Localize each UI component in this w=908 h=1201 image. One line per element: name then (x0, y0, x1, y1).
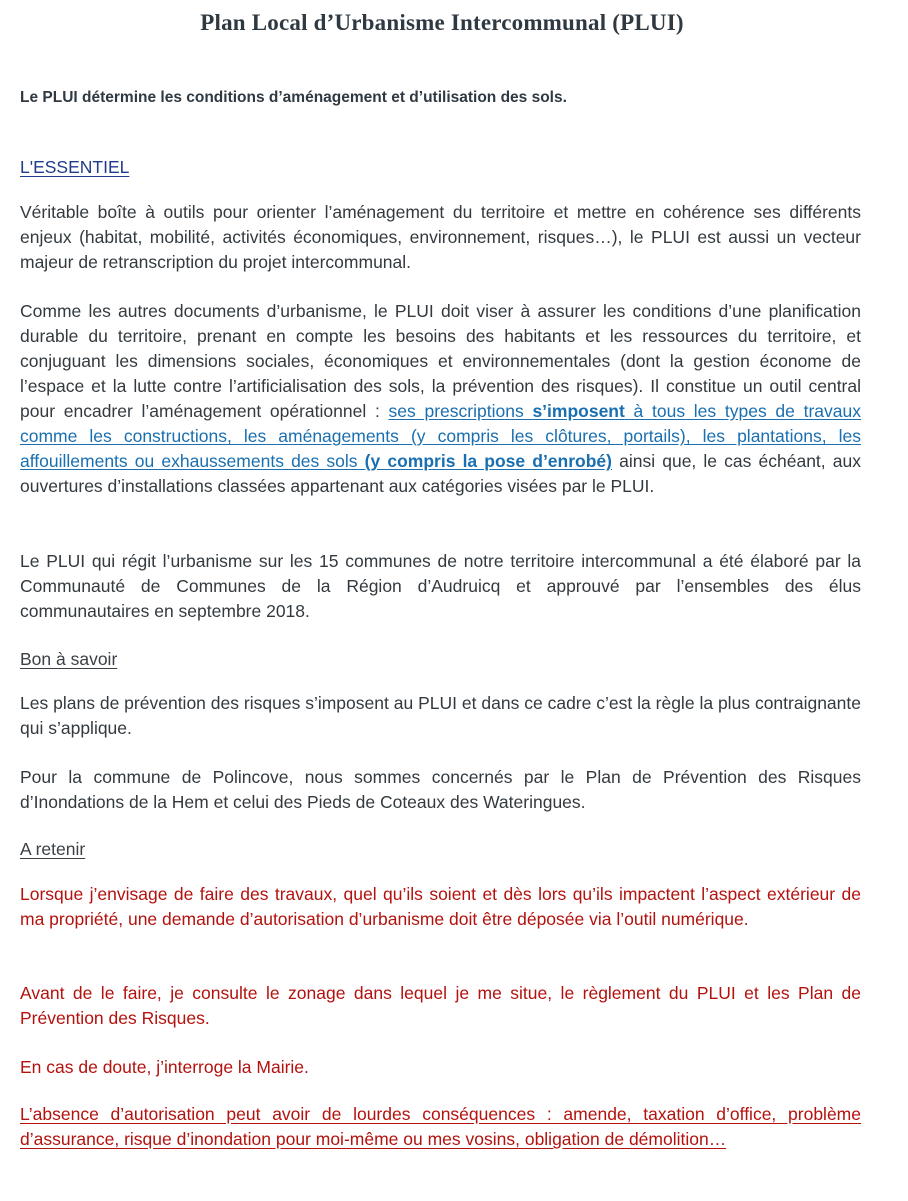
essentiel-paragraph-3: Le PLUI qui régit l’urbanisme sur les 15 communes de notre territoire intercommunal a été élaboré par la Communauté de Communes de la Région d’Audruicq et approuvé par l’ensembles des élus communautaires en septembre 2018. (20, 551, 861, 621)
bon-a-savoir-paragraph-1: Les plans de prévention des risques s’imposent au PLUI et dans ce cadre c’est la règle la plus contraignante qui s’applique. (20, 693, 861, 738)
prescriptions-link-bold-2: (y compris la pose d’enrobé) (364, 451, 612, 471)
a-retenir-paragraph-1: Lorsque j’envisage de faire des travaux, quel qu’ils soient et dès lors qu’ils impactent l’aspect extérieur de ma propriété, une demande d’autorisation d’urbanisme doit être déposée via l’outil numérique. (20, 884, 861, 929)
prescriptions-link-bold-1: s’imposent (532, 401, 625, 421)
prescriptions-link-text-1: ses prescriptions (388, 401, 533, 421)
a-retenir-paragraph-3: En cas de doute, j’interroge la Mairie. (20, 1057, 309, 1077)
prescriptions-link-text-2: à tous les types de travaux comme les constructions, les aménagements (y compris les clôtures, portails), les plantations, les affouillements ou exhaussements des sols (20, 401, 862, 471)
lead-sentence: Le PLUI détermine les conditions d’aménagement et d’utilisation des sols. (20, 89, 567, 106)
essentiel-paragraph-2 (20, 299, 861, 499)
essentiel-paragraph-2-outro: ainsi que, le cas échéant, aux ouvertures d’installations classées appartenant aux catégories visées par le PLUI. (20, 451, 862, 496)
essentiel-paragraph-2-intro: Comme les autres documents d’urbanisme, le PLUI doit viser à assurer les conditions d’une planification durable du territoire, prenant en compte les besoins des habitants et les ressources du territoire, et conjuguant les dimensions sociales, économiques et environnementales (dont la gestion économe de l’espace et la lutte contre l’artificialisation des sols, la prévention des risques). Il constitue un outil central pour encadrer l’aménagement opérationnel : (20, 301, 861, 421)
section-heading-essentiel: L'ESSENTIEL (20, 157, 130, 177)
bon-a-savoir-paragraph-2: Pour la commune de Polincove, nous sommes concernés par le Plan de Prévention des Risques d’Inondations de la Hem et celui des Pieds de Coteaux des Wateringues. (20, 767, 861, 812)
a-retenir-warning-paragraph (20, 1102, 861, 1152)
section-heading-a-retenir: A retenir (20, 839, 86, 859)
consequences-warning-text: L’absence d’autorisation peut avoir de lourdes conséquences : amende, taxation d’office, problème d’assurance, risque d’inondation pour moi-même ou mes vosins, obligation de démolition… (20, 1104, 861, 1149)
essentiel-paragraph-1: Véritable boîte à outils pour orienter l’aménagement du territoire et mettre en cohérence ses différents enjeux (habitat, mobilité, activités économiques, environnement, risques…), le PLUI est aussi un vecteur majeur de retranscription du projet intercommunal. (20, 202, 861, 272)
page-title: Plan Local d’Urbanisme Intercommunal (PLUI) (200, 10, 684, 35)
section-heading-bon-a-savoir: Bon à savoir (20, 649, 118, 669)
a-retenir-paragraph-2: Avant de le faire, je consulte le zonage dans lequel je me situe, le règlement du PLUI et les Plan de Prévention des Risques. (20, 983, 861, 1028)
